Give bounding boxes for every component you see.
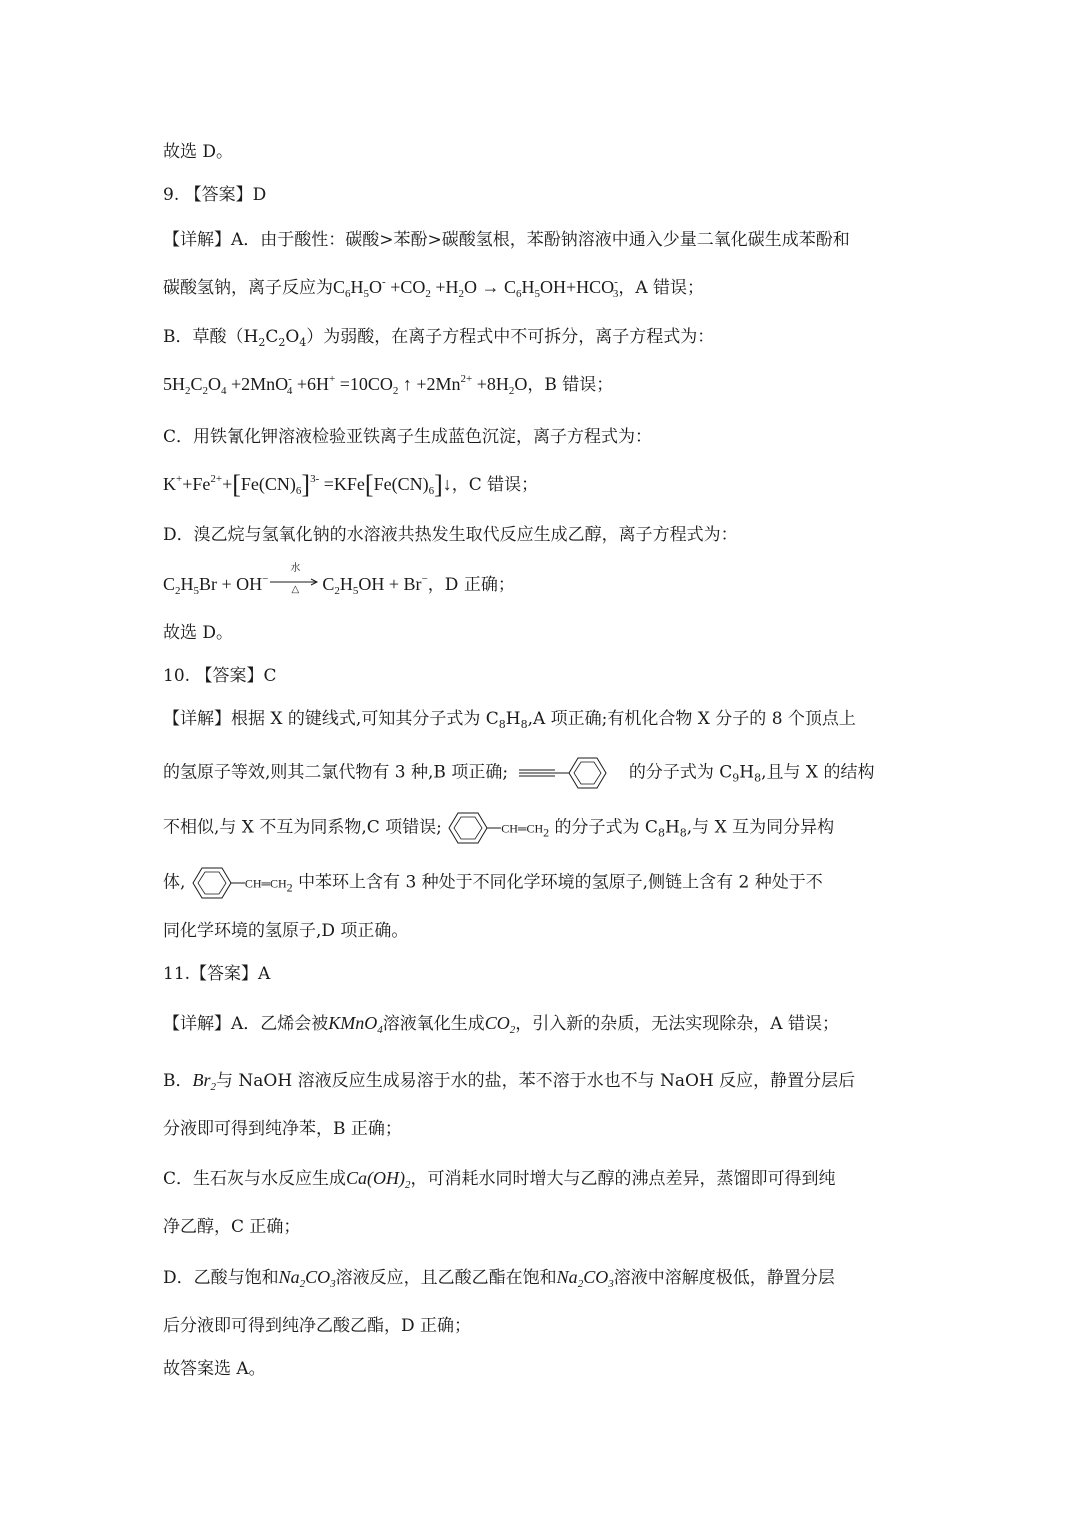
answer-9-heading: 9. 【答案】D (163, 185, 267, 205)
text-line-1: 故选 D。 (163, 142, 234, 162)
text-line-7: C．用铁氰化钾溶液检验亚铁离子生成蓝色沉淀，离子方程式为： (163, 427, 653, 447)
text-line-6: $5H_2C_2O_4 +2MnO^-_4 +6H^+ =10CO_2$ ↑ $+2Mn^{2+} +8H_2O$，B 错误； (163, 373, 614, 397)
formula-na2co3-2: $Na_2CO_3$ (556, 1267, 614, 1290)
text-line-21: 分液即可得到纯净苯，B 正确； (163, 1119, 402, 1139)
text-line-19: 【详解】A．乙烯会被KMnO$_4$溶液氧化生成$CO_2$，引入新的杂质，无法实现除杂，A 错误； (163, 1013, 839, 1036)
text-line-20: B．$Br_2$与 NaOH 溶液反应生成易溶于水的盐，苯不溶于水也不与 NaOH 反应，静置分层后 (163, 1070, 856, 1093)
text-line-15: 不相似,与 X 不互为同系物,C 项错误; $CH═CH_2$ 的分子式为 $C_8H_8$,与 X 互为同分异构 (163, 811, 923, 845)
text-line-10: $C_2H_5Br + OH^-$ 水 △ $C_2H_5OH + Br^-$，D 正确； (163, 563, 515, 597)
styrene-structure: $CH═CH_2$ (447, 811, 549, 845)
text-line-17: 同化学环境的氢原子,D 项正确。 (163, 921, 409, 941)
styrene-structure-2: $CH═CH_2$ (191, 866, 293, 900)
answer-11-heading: 11.【答案】A (163, 964, 271, 984)
formula-co2: $CO_2$ (484, 1013, 516, 1036)
equation-oxalic: $5H_2C_2O_4 +2MnO^-_4 +6H^+ =10CO_2$ ↑ $+2Mn^{2+} +8H_2O$ (163, 373, 528, 397)
equation-phenoxide: $C_6H_5O^- +CO_2 +H_2O \to C_6H_5OH+HCO^-_3$ (333, 276, 619, 300)
equation-bromoethane: $C_2H_5Br + OH^-$ (163, 573, 269, 597)
phenylacetylene-structure-icon (513, 756, 623, 790)
benzene-ring-icon (447, 811, 501, 845)
reaction-arrow-icon: 水 △ (270, 574, 320, 592)
answer-10-heading: 10. 【答案】C (163, 666, 277, 686)
equation-ferricyanide: $K^++Fe^{2+}+[Fe(CN)_6]^{3-}$ $=KFe[Fe(CN)_6]↓$ (163, 470, 452, 499)
text-line-5: B．草酸$(H_2C_2O_4)$为弱酸，在离子方程式中不可拆分，离子方程式为： (163, 327, 715, 349)
text-line-4: 碳酸氢钠，离子反应为$C_6H_5O^- +CO_2 +H_2O \to C_6H_5OH+HCO^-_3$，A 错误； (163, 276, 705, 300)
formula-kmno4: KMnO$_4$ (328, 1013, 383, 1036)
text-line-8: $K^++Fe^{2+}+[Fe(CN)_6]^{3-}$ $=KFe[Fe(CN)_6]↓$，C 错误； (163, 470, 539, 499)
text-line-16: 体, $CH═CH_2$ 中苯环上含有 3 种处于不同化学环境的氢原子,侧链上含有 2 种处于不 (163, 866, 923, 900)
benzene-ring-icon (191, 866, 245, 900)
text-line-11: 故选 D。 (163, 623, 234, 643)
text-line-23: 净乙醇，C 正确； (163, 1217, 301, 1237)
formula-na2co3: $Na_2CO_3$ (278, 1267, 336, 1290)
text-line-26: 故答案选 A。 (163, 1359, 266, 1379)
text-line-22: C．生石灰与水反应生成$Ca(OH)_2$，可消耗水同时增大与乙醇的沸点差异，蒸馏即可得到纯 (163, 1168, 836, 1191)
text-line-14: 的氢原子等效,则其二氯代物有 3 种,B 项正确; 的分子式为 $C_9H_8$,且与 X 的结构 (163, 756, 923, 790)
text-line-9: D．溴乙烷与氢氧化钠的水溶液共热发生取代反应生成乙醇，离子方程式为： (163, 525, 738, 545)
text-line-3: 【详解】A．由于酸性：碳酸>苯酚>碳酸氢根，苯酚钠溶液中通入少量二氧化碳生成苯酚和 (163, 230, 850, 250)
text-line-25: 后分液即可得到纯净乙酸乙酯，D 正确； (163, 1316, 472, 1336)
formula-caoh2: $Ca(OH)_2$ (346, 1168, 411, 1191)
formula-br2: $Br_2$ (192, 1070, 216, 1093)
text-line-13: 【详解】根据 X 的键线式,可知其分子式为 $C_8H_8,A$ 项正确;有机化合物 X 分子的 8 个顶点上 (163, 709, 856, 731)
text-line-24: D．乙酸与饱和$Na_2CO_3$溶液反应，且乙酸乙酯在饱和$Na_2CO_3$溶液中溶解度极低，静置分层 (163, 1267, 835, 1290)
